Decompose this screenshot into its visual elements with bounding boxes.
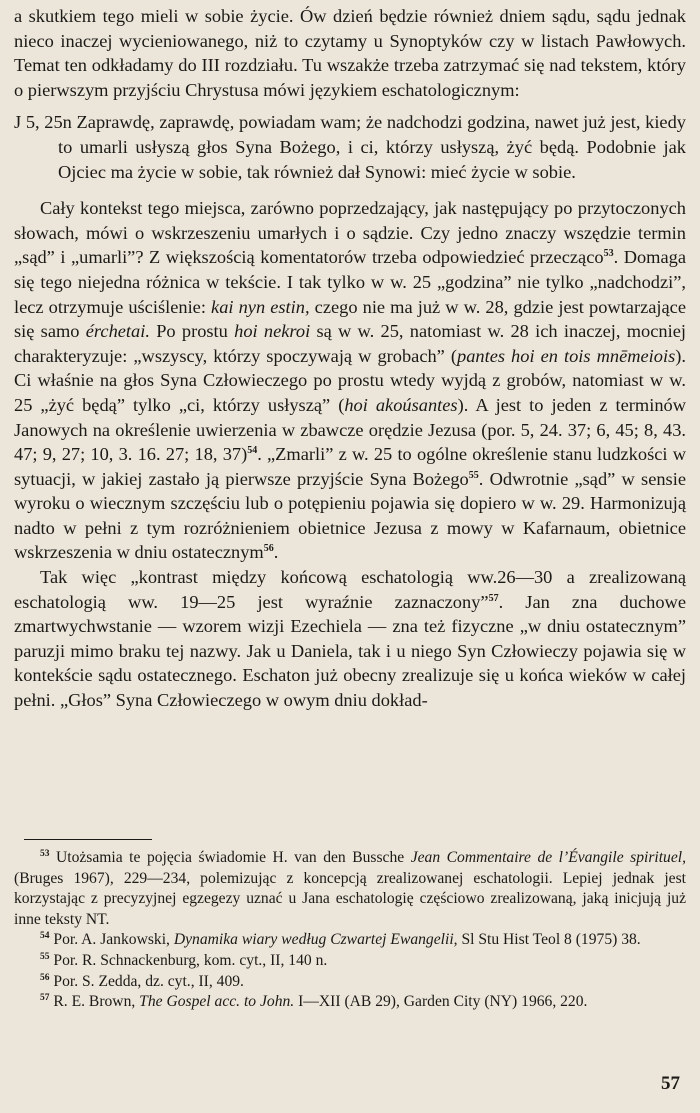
footnote-54: $^{54}$ Por. A. Jankowski, Dynamika wiary według Czwartej Ewangelii, Sl Stu Hist Teol 8 (1975) 38. — [40, 931, 641, 949]
footnote-55: $^{55}$ Por. R. Schnackenburg, kom. cyt., II, 140 n. — [40, 951, 328, 969]
main-text — [14, 4, 686, 713]
greek-term: hoi akoúsantes — [344, 394, 458, 415]
paragraph-3: Tak więc „kontrast między końcową eschatologią ww.26—30 a zrealizowaną eschatologią ww. 19—25 jest wyraźnie zaznaczony”$^{57}$. Jan zna duchowe zmartwychwstanie — wzorem wizji Ezechiela — zna też fizyczne „w dniu ostatecznym” paruzji mimo braku tej nazwy. Jak u Daniela, tak i u niego Syn Człowieczy pojawia się w kontekście sądu ostatecznego. Eschaton już obecny zrealizuje się u końca wieków w całej pełni. „Głos” Syna Człowieczego w owym dniu dokład- — [14, 567, 686, 711]
greek-term: pantes hoi en tois mnēmeiois — [457, 345, 676, 366]
greek-term: érchetai. — [85, 321, 150, 342]
footnote-56: $^{56}$ Por. S. Zedda, dz. cyt., II, 409. — [40, 972, 244, 990]
footnote-57: $^{57}$ R. E. Brown, The Gospel acc. to John. I—XII (AB 29), Garden City (NY) 1966, 220. — [40, 992, 588, 1011]
scripture-quote: J 5, 25n Zaprawdę, zaprawdę, powiadam wam; że nadchodzi godzina, nawet już jest, kiedy to umarli usłyszą głos Syna Bożego, i ci, którzy usłyszą, żyć będą. Podobnie jak Ojciec ma życie w sobie, tak również dał Synowi: mieć życie w sobie. — [14, 112, 686, 182]
footnote-ref-53: 53 — [603, 248, 614, 260]
footnote-ref-56: 56 — [263, 543, 274, 555]
page-number: 57 — [661, 1073, 680, 1094]
footnote-53: $^{53}$ Utożsamia te pojęcia świadomie H. van den Bussche Jean Commentaire de l’Évangile spirituel, (Bruges 1967), 229—234, polemizując z koncepcją zrealizowanej eschatologii. Lepiej jednak jest korzystając z precyzyjnej egzegezy uznać u Jana eschatologię częściowo zrealizowaną, jaką inicjują już inne teksty NT. — [14, 848, 686, 928]
paragraph-1: a skutkiem tego mieli w sobie życie. Ów dzień będzie również dniem sądu, sądu jednak nieco inaczej wycieniowanego, niż to czytamy u Synoptyków czy w listach Pawłowych. Temat ten odkładamy do III rozdziału. Tu wszakże trzeba zatrzymać się nad tekstem, który o pierwszym przyjściu Chrystusa mówi językiem eschatologicznym: — [14, 6, 686, 100]
footnote-ref-57: 57 — [488, 592, 499, 604]
footnotes — [14, 848, 686, 1013]
footnote-ref-55: 55 — [468, 469, 479, 481]
footnote-divider — [24, 839, 152, 840]
footnote-ref-54: 54 — [247, 444, 258, 456]
paragraph-2: Cały kontekst tego miejsca, zarówno poprzedzający, jak następujący po przytoczonych słowach, mówi o wskrzeszeniu umarłych i o sądzie. Czy jedno znaczy wszędzie termin „sąd” i „umarli”? Z większością komentatorów trzeba odpowiedzieć przecząco$^{53}$. Domaga się tego niejedna różnica w tekście. I tak tylko w w. 25 „godzina” nie tylko „nadchodzi”, lecz otrzymuje uściślenie: kai nyn estin, czego nie ma już w w. 28, gdzie jest powtarzające się samo érchetai. Po prostu hoi nekroi są w w. 25, natomiast w. 28 ich inaczej, mocniej charakteryzuje: „wszyscy, którzy spoczywają w grobach” (pantes hoi en tois mnēmeiois). Ci właśnie na głos Syna Człowieczego po prostu wtedy wyjdą z grobów, natomiast w w. 25 „żyć będą” tylko „ci, którzy usłyszą” (hoi akoúsantes). A jest to jeden z terminów Janowych na określenie uwierzenia w zbawcze orędzie Jezusa (por. 5, 24. 37; 6, 45; 8, 43. 47; 9, 27; 10, 3. 16. 27; 18, 37)$^{54}$. „Zmarli” z w. 25 to ogólne określenie stanu ludzkości w sytuacji, w jakiej zastało ją pierwsze przyjście Syna Bożego$^{55}$. Odwrotnie „sąd” w sensie wyroku o wiecznym szczęściu lub o potępieniu pojawia się dopiero w w. 29. Harmonizują nadto w pełni z tym rozróżnieniem obietnice Jezusa z mowy w Kafarnaum, obietnice wskrzeszenia w dniu ostatecznym$^{56}$. — [14, 198, 686, 563]
greek-term: hoi nekroi — [234, 321, 311, 342]
greek-term: kai nyn estin, — [211, 296, 310, 317]
